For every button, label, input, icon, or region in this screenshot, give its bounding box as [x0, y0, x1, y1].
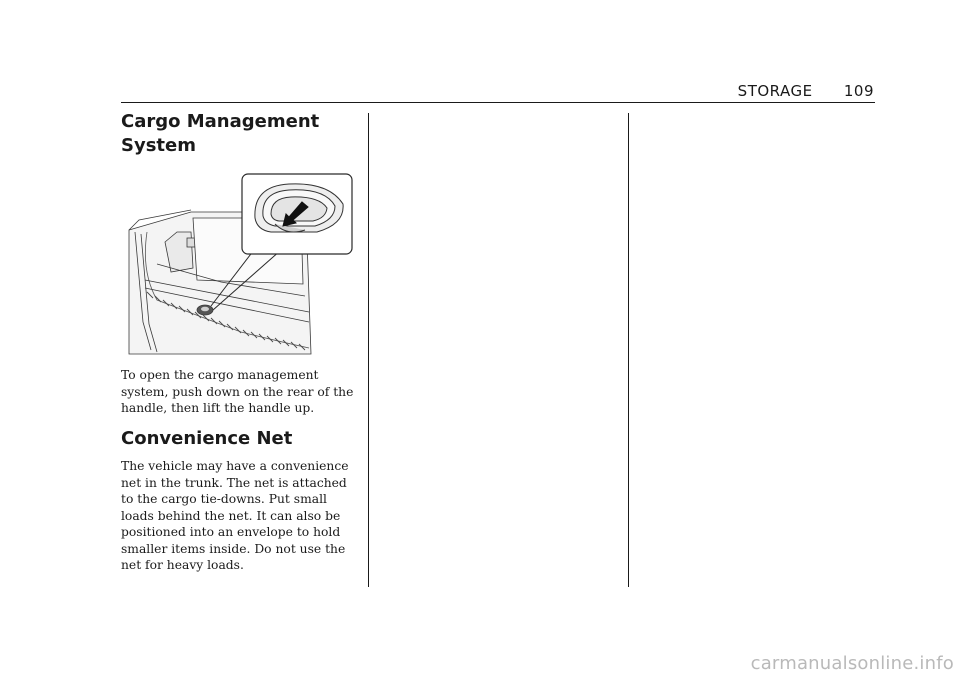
- net-line-1: The vehicle may have a convenience: [121, 459, 349, 473]
- net-line-7: net for heavy loads.: [121, 558, 244, 572]
- net-line-2: net in the trunk. The net is attached: [121, 475, 347, 490]
- net-line-3: to the cargo tie-downs. Put small: [121, 492, 327, 506]
- handle-closeup-inset: [242, 174, 352, 254]
- header-section-title: STORAGE: [737, 82, 813, 100]
- cargo-handle-illustration: [121, 172, 355, 358]
- cargo-section-heading-block: [121, 110, 359, 158]
- cargo-instructions: [121, 367, 361, 417]
- cargo-paragraph: [121, 367, 361, 417]
- net-line-5: positioned into an envelope to hold: [121, 525, 341, 539]
- net-paragraph: [121, 458, 361, 574]
- cargo-heading-line-2: System: [121, 135, 196, 156]
- net-section-heading-block: [121, 427, 361, 451]
- cargo-management-heading: [121, 110, 359, 158]
- net-line-4: loads behind the net. It can also be: [121, 508, 341, 523]
- site-watermark: carmanualsonline.info: [750, 653, 954, 674]
- convenience-net-heading: Convenience Net: [121, 428, 293, 449]
- column-divider-1: [368, 113, 369, 587]
- header-page-number: 109: [843, 82, 874, 100]
- cargo-line-2: system, push down on the rear of the: [121, 384, 354, 399]
- cargo-line-1: To open the cargo management: [121, 368, 319, 382]
- header-rule: [121, 102, 875, 103]
- net-line-6: smaller items inside. Do not use the: [121, 541, 346, 556]
- net-description: [121, 458, 361, 574]
- page-header: [738, 82, 874, 100]
- cargo-line-3: handle, then lift the handle up.: [121, 401, 315, 415]
- cargo-heading-line-1: Cargo Management: [121, 111, 320, 132]
- column-divider-2: [628, 113, 629, 587]
